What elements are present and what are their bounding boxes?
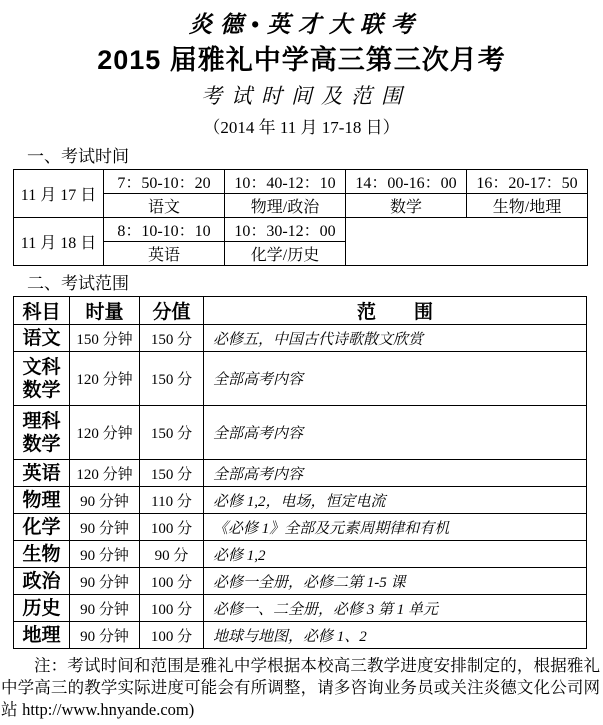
scope-cell: 全部高考内容 <box>204 352 587 406</box>
schedule-subject-cell: 物理/政治 <box>225 194 346 218</box>
table-row <box>14 170 588 194</box>
subject-cell: 文科数学 <box>14 352 70 406</box>
schedule-date-day2: 11 月 18 日 <box>14 218 104 266</box>
duration-cell: 120 分钟 <box>70 406 140 460</box>
scope-cell: 《必修 1》全部及元素周期律和有机 <box>204 514 587 541</box>
column-header-duration: 时量 <box>70 297 140 325</box>
schedule-time-cell: 8：10-10：10 <box>104 218 225 242</box>
schedule-subject-cell: 英语 <box>104 242 225 266</box>
duration-cell: 120 分钟 <box>70 352 140 406</box>
duration-cell: 90 分钟 <box>70 541 140 568</box>
exam-date-range: （2014 年 11 月 17-18 日） <box>203 118 400 137</box>
scope-cell: 必修一全册，必修二第 1-5 课 <box>204 568 587 595</box>
schedule-subject-cell: 语文 <box>104 194 225 218</box>
schedule-time-cell: 16：20-17：50 <box>467 170 588 194</box>
subject-cell: 语文 <box>14 325 70 352</box>
table-row <box>14 514 587 541</box>
score-cell: 150 分 <box>140 460 204 487</box>
document-page <box>0 10 603 725</box>
duration-cell: 90 分钟 <box>70 595 140 622</box>
footer-note <box>0 655 603 721</box>
joint-exam-brand-title: 炎德•英才大联考 <box>188 12 423 37</box>
schedule-subject-cell: 化学/历史 <box>225 242 346 266</box>
table-row <box>14 568 587 595</box>
footer-note-text: 注：考试时间和范围是雅礼中学根据本校高三教学进度安排制定的，根据雅礼中学高三的教学实际进度可能会有所调整，请多咨询业务员或关注炎德文化公司网站 <box>1 657 600 719</box>
footer-note-url: http://www.hnyande.com) <box>22 700 195 719</box>
section2-heading: 二、考试范围 <box>27 274 129 293</box>
schedule-date-day1: 11 月 17 日 <box>14 170 104 218</box>
table-row <box>14 595 587 622</box>
subject-cell: 化学 <box>14 514 70 541</box>
duration-cell: 150 分钟 <box>70 325 140 352</box>
column-header-subject: 科目 <box>14 297 70 325</box>
schedule-time-cell: 10：40-12：10 <box>225 170 346 194</box>
score-cell: 150 分 <box>140 406 204 460</box>
exam-scope-table <box>13 296 587 649</box>
table-row <box>14 541 587 568</box>
subject-cell: 历史 <box>14 595 70 622</box>
table-row <box>14 487 587 514</box>
score-cell: 100 分 <box>140 595 204 622</box>
section1-heading: 一、考试时间 <box>27 147 129 166</box>
table-header-row <box>14 297 587 325</box>
scope-cell: 必修五，中国古代诗歌散文欣赏 <box>204 325 587 352</box>
schedule-empty-cell <box>346 218 588 266</box>
schedule-subject-cell: 生物/地理 <box>467 194 588 218</box>
score-cell: 100 分 <box>140 568 204 595</box>
column-header-scope: 范 围 <box>204 297 587 325</box>
schedule-subject-cell: 数学 <box>346 194 467 218</box>
score-cell: 150 分 <box>140 325 204 352</box>
subject-cell: 理科数学 <box>14 406 70 460</box>
duration-cell: 90 分钟 <box>70 622 140 649</box>
duration-cell: 90 分钟 <box>70 568 140 595</box>
table-row <box>14 325 587 352</box>
score-cell: 90 分 <box>140 541 204 568</box>
scope-cell: 全部高考内容 <box>204 460 587 487</box>
column-header-score: 分值 <box>140 297 204 325</box>
table-row <box>14 460 587 487</box>
score-cell: 100 分 <box>140 622 204 649</box>
table-row <box>14 218 588 242</box>
duration-cell: 90 分钟 <box>70 487 140 514</box>
subject-cell: 地理 <box>14 622 70 649</box>
subject-cell: 生物 <box>14 541 70 568</box>
score-cell: 100 分 <box>140 514 204 541</box>
table-row <box>14 406 587 460</box>
table-row <box>14 622 587 649</box>
scope-cell: 必修一、二全册，必修 3 第 1 单元 <box>204 595 587 622</box>
schedule-time-cell: 10：30-12：00 <box>225 218 346 242</box>
exam-subtitle: 考试时间及范围 <box>201 84 411 108</box>
scope-cell: 必修 1,2，电场，恒定电流 <box>204 487 587 514</box>
scope-cell: 必修 1,2 <box>204 541 587 568</box>
exam-main-title: 2015 届雅礼中学高三第三次月考 <box>97 45 506 75</box>
subject-cell: 政治 <box>14 568 70 595</box>
score-cell: 150 分 <box>140 352 204 406</box>
duration-cell: 120 分钟 <box>70 460 140 487</box>
schedule-time-cell: 7：50-10：20 <box>104 170 225 194</box>
scope-cell: 地球与地图，必修 1、2 <box>204 622 587 649</box>
score-cell: 110 分 <box>140 487 204 514</box>
subject-cell: 英语 <box>14 460 70 487</box>
exam-schedule-table <box>13 169 588 266</box>
schedule-time-cell: 14：00-16：00 <box>346 170 467 194</box>
duration-cell: 90 分钟 <box>70 514 140 541</box>
table-row <box>14 352 587 406</box>
subject-cell: 物理 <box>14 487 70 514</box>
scope-cell: 全部高考内容 <box>204 406 587 460</box>
